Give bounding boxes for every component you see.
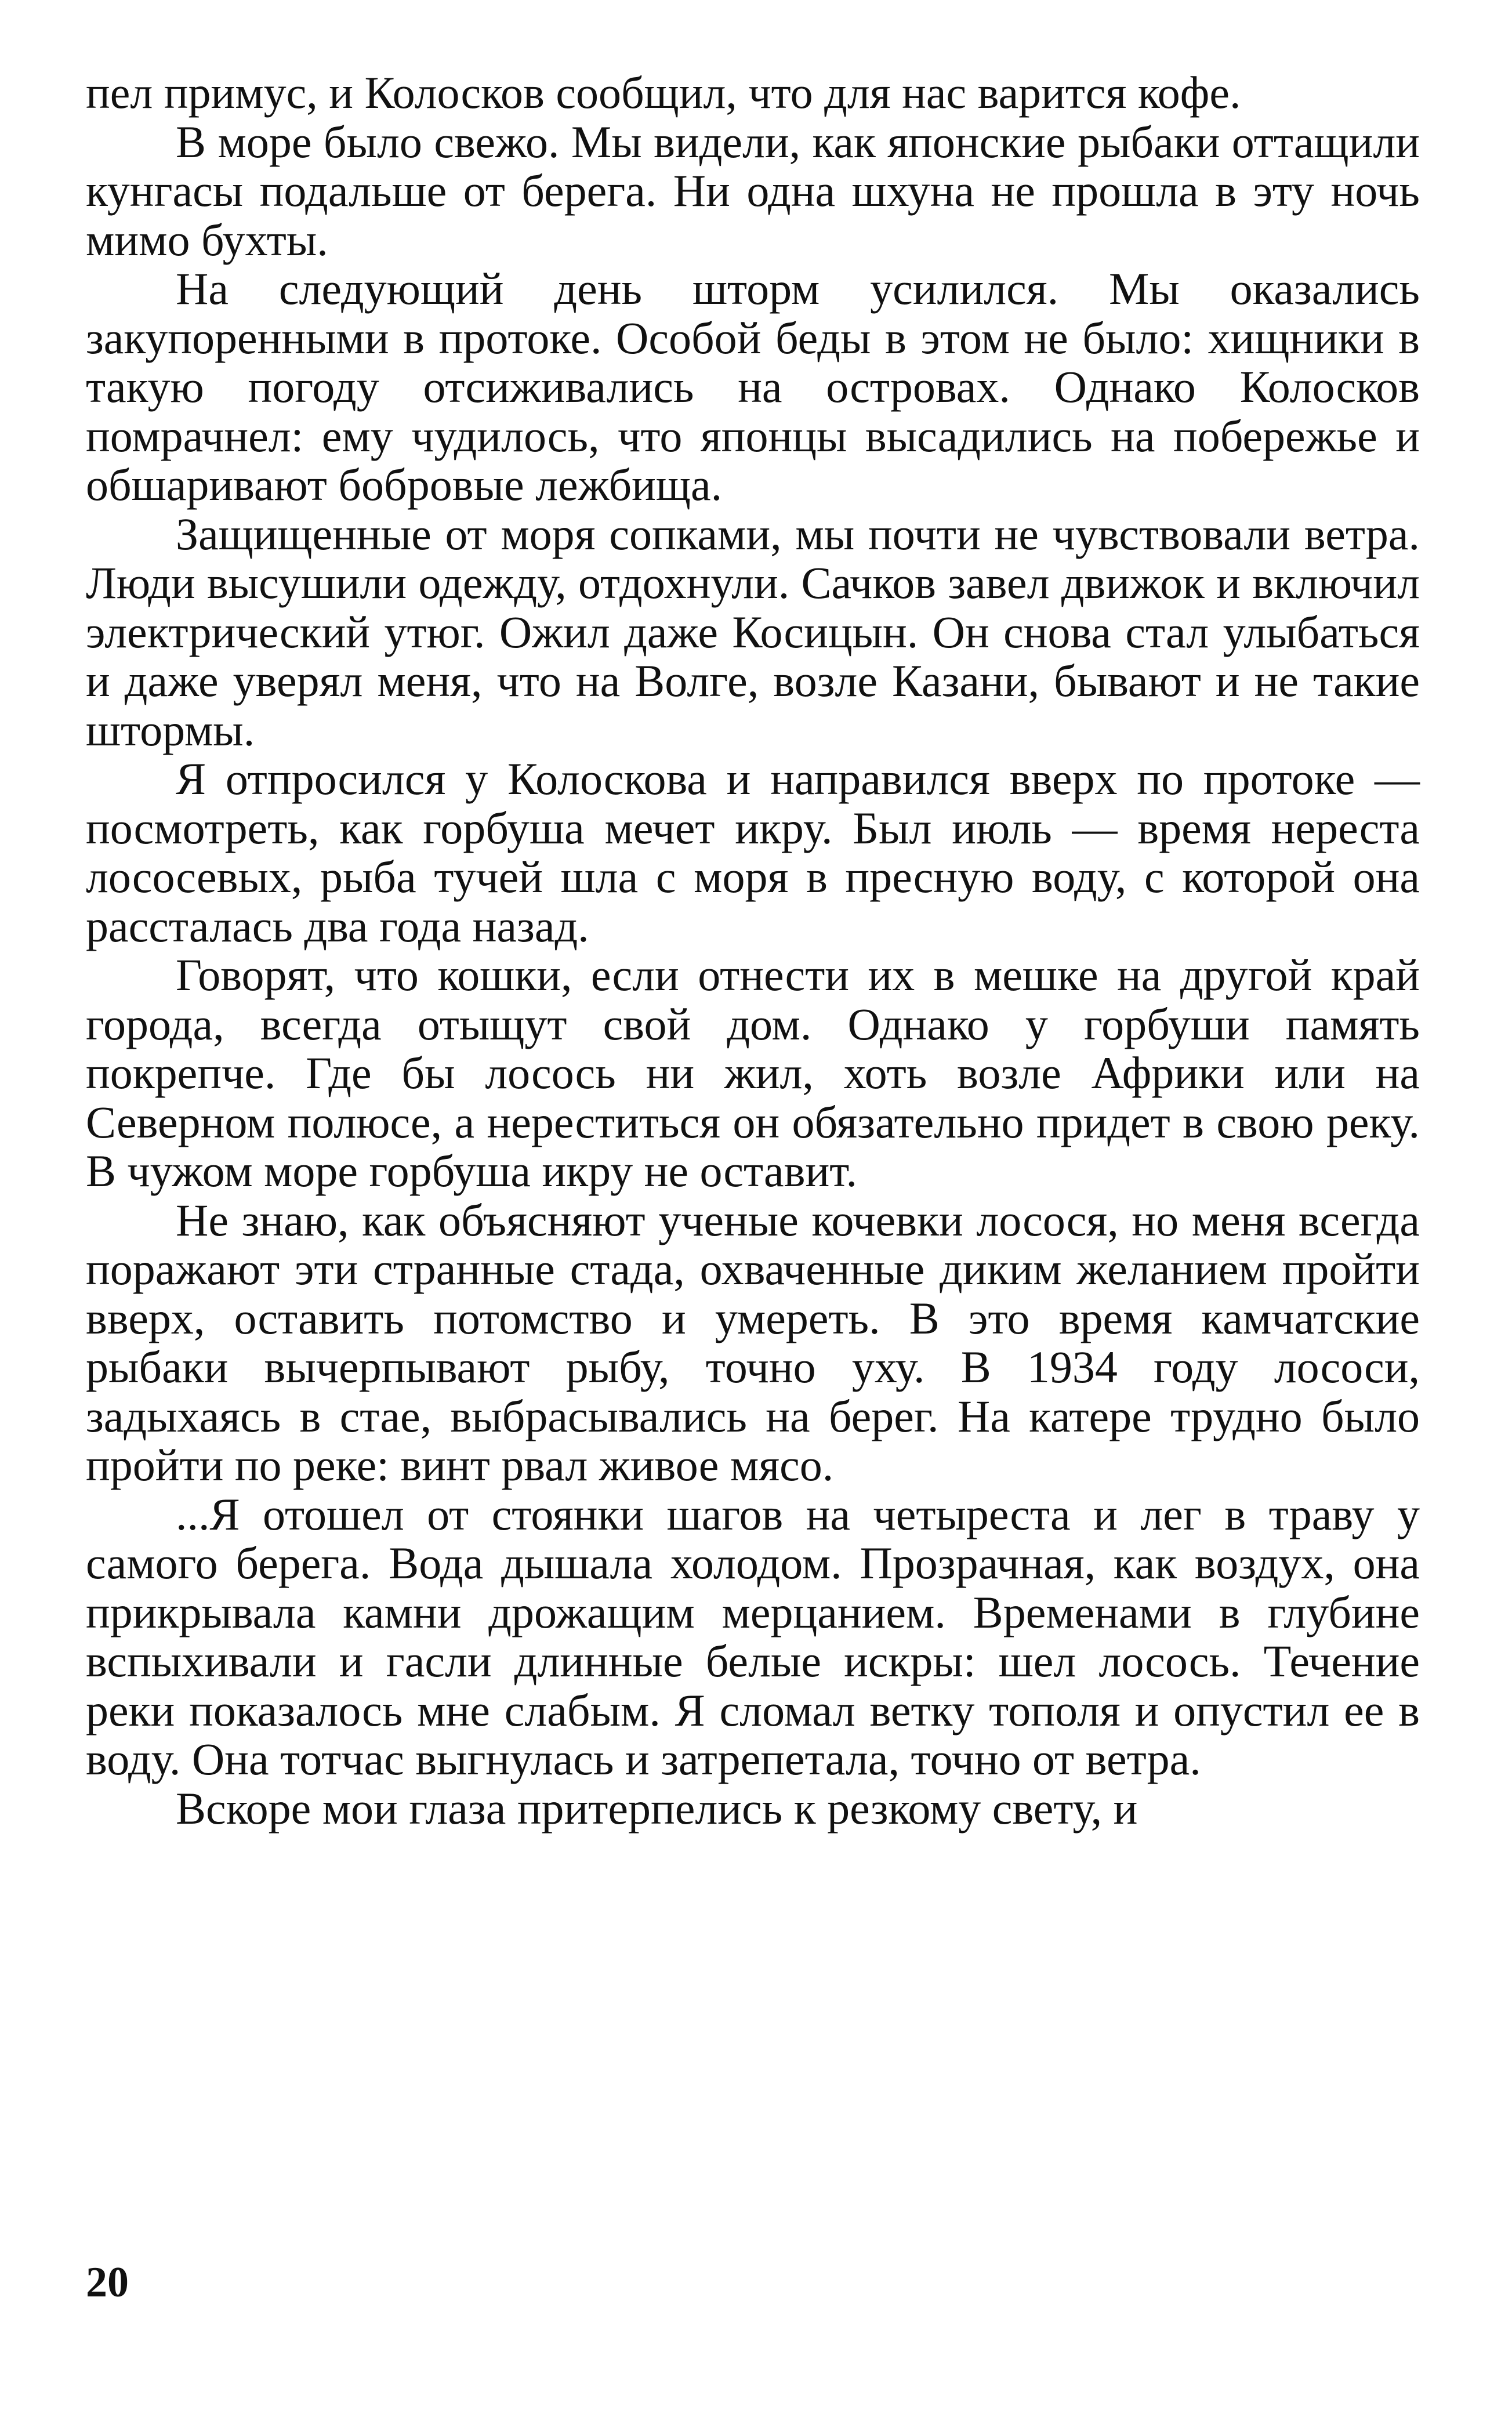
paragraph-7: Не знаю, как объясняют ученые кочевки лосося, но меня всегда поражают эти странные стада, охваченные диким желанием пройти вверх, оставить потомство и умереть. В это время камчатские рыбаки вычерпывают рыбу, точно уху. В 1934 году лососи, задыхаясь в стае, выбрасывались на берег. На катере трудно было пройти по реке: винт рвал живое мясо. [86, 1194, 1420, 1490]
paragraph-6: Говорят, что кошки, если отнести их в мешке на другой край города, всегда отыщут свой дом. Однако у горбуши память покрепче. Где бы лосось ни жил, хоть возле Африки или на Северном полюсе, а нереститься он обязательно придет в свою реку. В чужом море горбуша икру не оставит. [86, 950, 1420, 1196]
paragraph-2: В море было свежо. Мы видели, как японские рыбаки оттащили кунгасы подальше от берега. Ни одна шхуна не прошла в эту ночь мимо бухты. [86, 116, 1420, 265]
paragraph-9: Вскоре мои глаза притерпелись к резкому свету, и [176, 1782, 1138, 1834]
body-text [86, 68, 1420, 1833]
paragraph-8: ...Я отошел от стоянки шагов на четыреста и лег в траву у самого берега. Вода дышала холодом. Прозрачная, как воздух, она прикрывала камни дрожащим мерцанием. Временами в глубине вспыхивали и гасли длинные белые искры: шел лосось. Течение реки показалось мне слабым. Я сломал ветку тополя и опустил ее в воду. Она тотчас выгнулась и затрепетала, точно от ветра. [86, 1488, 1420, 1784]
paragraph-5: Я отпросился у Колоскова и направился вверх по протоке — посмотреть, как горбуша мечет икру. Был июль — время нереста лососевых, рыба тучей шла с моря в пресную воду, с которой она рассталась два года назад. [86, 753, 1420, 951]
paragraph-3: На следующий день шторм усилился. Мы оказались закупоренными в протоке. Особой беды в этом не было: хищники в такую погоду отсиживались на островах. Однако Колосков помрачнел: ему чудилось, что японцы высадились на побережье и обшаривают бобровые лежбища. [86, 263, 1420, 510]
paragraph-1: пел примус, и Колосков сообщил, что для нас варится кофе. [86, 67, 1241, 118]
page-number: 20 [86, 2259, 129, 2306]
paragraph-4: Защищенные от моря сопками, мы почти не чувствовали ветра. Люди высушили одежду, отдохнули. Сачков завел движок и включил электрический утюг. Ожил даже Косицын. Он снова стал улыбаться и даже уверял меня, что на Волге, возле Казани, бывают и не такие штормы. [86, 508, 1420, 755]
